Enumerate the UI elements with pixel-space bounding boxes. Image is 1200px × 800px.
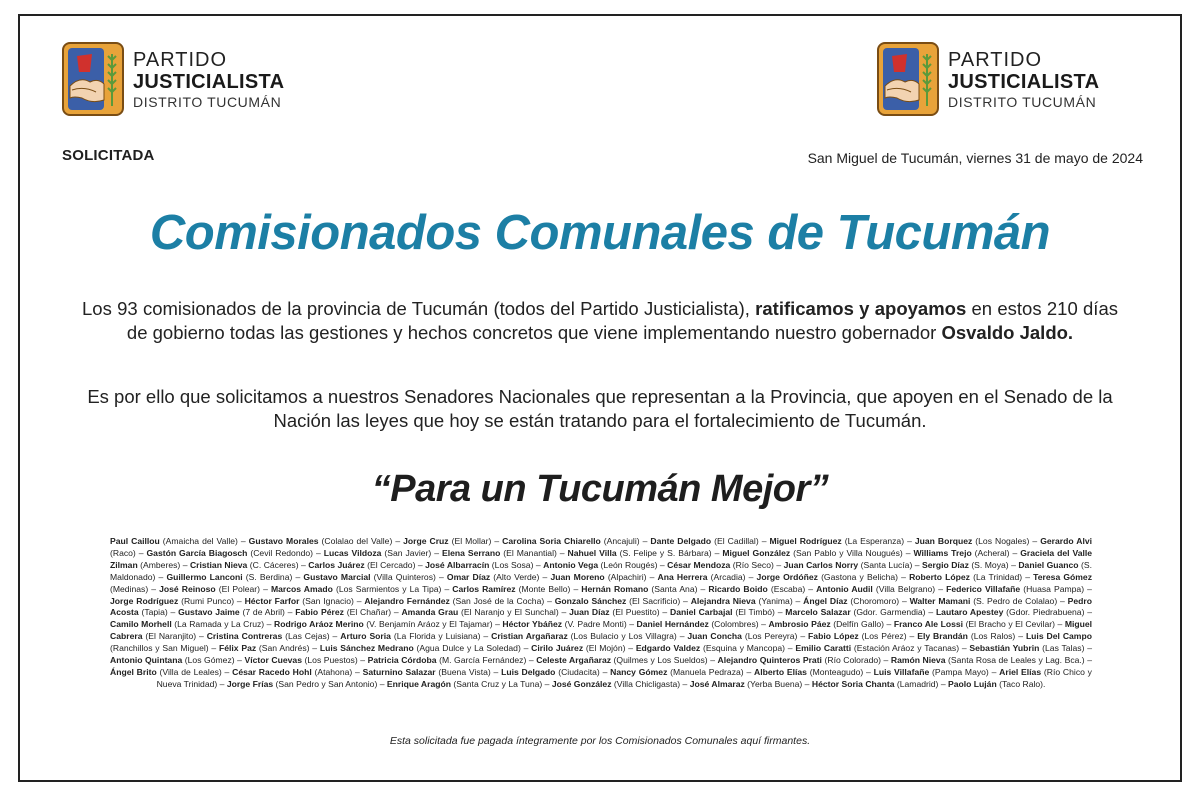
- signatory-place: (Los Pérez): [858, 631, 907, 642]
- signatory-name: Cirilo Juárez: [531, 643, 584, 654]
- signatory-place: (Gdor. Piedrabuena): [1003, 607, 1085, 618]
- signatory-name: Ana Herrera: [657, 571, 708, 582]
- signatory-place: (El Cadillal): [711, 536, 759, 546]
- signatory-name: José Almaraz: [689, 678, 745, 689]
- signatory-name: Daniel Guanco: [1018, 559, 1079, 570]
- signatory-place: (Medinas): [110, 583, 149, 594]
- signatory-item: [757, 572, 898, 582]
- signatory-name: Paul Caillou: [110, 536, 160, 546]
- signatory-name: Antonio Vega: [543, 559, 599, 570]
- signatory-item: [502, 536, 639, 546]
- signatory-name: Hernán Romano: [581, 583, 649, 594]
- signatory-item: [502, 619, 626, 629]
- signatory-name: Gustavo Marcial: [303, 571, 371, 582]
- signatory-item: [207, 631, 330, 641]
- signatory-item: [708, 584, 805, 594]
- signatory-name: Emilio Caratti: [795, 643, 852, 654]
- signatory-name: Ariel Elías: [999, 666, 1042, 677]
- signatory-place: (Villa de Leales): [156, 666, 222, 677]
- signatory-item: [364, 596, 544, 606]
- signatory-place: (Rumi Punco): [178, 595, 235, 606]
- signatory-place: (Alpachiri): [604, 571, 647, 582]
- signatory-name: Graciela del Valle Zilman: [110, 547, 1093, 570]
- signatory-name: José Albarracín: [425, 559, 490, 570]
- signatory-name: Teresa Gómez: [1033, 571, 1093, 582]
- signatory-item: [670, 607, 775, 617]
- signatory-place: (S. Berdina): [242, 571, 293, 582]
- signatory-place: (El Naranjito): [142, 631, 197, 642]
- signatory-name: Juan Concha: [687, 631, 742, 642]
- signatory-place: (Gastona y Belicha): [817, 571, 899, 582]
- signatory-place: (San Ignacio): [299, 595, 354, 606]
- signatory-place: (C. Cáceres): [247, 559, 299, 570]
- signatory-place: (V. Padre Monti): [562, 619, 627, 630]
- signatory-place: (El Bracho y El Cevilar): [963, 619, 1055, 630]
- signatory-place: (La Trinidad): [969, 571, 1023, 582]
- signatory-item: [110, 667, 222, 677]
- signatory-item: [936, 607, 1085, 617]
- signatory-place: (Los Bulacio y Los Villagra): [567, 631, 677, 642]
- page-title: Comisionados Comunales de Tucumán: [149, 206, 1051, 260]
- logo-line-partido: PARTIDO: [948, 48, 1043, 71]
- signatory-place: (Esquina y Mancopa): [700, 643, 785, 654]
- signatory-name: Gustavo Jaime: [178, 607, 240, 618]
- signatory-item: [909, 572, 1022, 582]
- signatory-item: [447, 572, 540, 582]
- signatory-name: Guillermo Lanconi: [166, 571, 243, 582]
- signatory-name: Juan Moreno: [550, 571, 605, 582]
- signatory-item: [271, 584, 441, 594]
- signatory-place: (S. Maldonado): [110, 559, 1092, 582]
- signatory-item: [425, 560, 533, 570]
- signatory-item: [770, 536, 905, 546]
- signatory-name: Amanda Grau: [401, 607, 459, 618]
- slogan: “Para un Tucumán Mejor”: [371, 468, 829, 510]
- signatory-name: Alejandro Fernández: [364, 595, 450, 606]
- signatory-place: (Ranchillos y San Miguel): [110, 643, 209, 654]
- signatory-name: Luis Villafañe: [873, 666, 930, 677]
- signatory-item: [917, 631, 1015, 641]
- logo-line-distrito: DISTRITO TUCUMÁN: [948, 93, 1097, 110]
- signatory-item: [166, 572, 292, 582]
- signatory-place: (Pampa Mayo): [929, 666, 989, 677]
- signatory-name: Dante Delgado: [650, 536, 712, 546]
- signatory-place: (Las Cejas): [282, 631, 330, 642]
- solicitada-label: SOLICITADA: [62, 147, 155, 164]
- signatory-item: [442, 548, 557, 558]
- signatory-name: Antonio Quintana: [110, 655, 183, 666]
- signatory-place: (Raco): [110, 547, 136, 558]
- signatory-name: Federico Villafañe: [946, 583, 1021, 594]
- footnote: Esta solicitada fue pagada íntegramente por los Comisionados Comunales aquí firmantes.: [389, 735, 811, 747]
- signatory-name: Elena Serrano: [441, 547, 501, 558]
- signatory-place: (Gdor. Garmendia): [850, 607, 926, 618]
- signatory-place: (Colombres): [708, 619, 759, 630]
- signatory-name: Héctor Ybáñez: [502, 619, 563, 630]
- signatory-item: [274, 619, 493, 629]
- party-logo-right: [877, 42, 1099, 116]
- signatory-item: [768, 619, 884, 629]
- signatory-place: (Yanima): [755, 595, 793, 606]
- signatory-place: (Alto Verde): [490, 571, 540, 582]
- signatory-item: [531, 643, 625, 653]
- signatory-name: Carlos Juárez: [308, 559, 365, 570]
- signatory-place: (S. Moya): [968, 559, 1009, 570]
- signatory-name: Jorge Frías: [226, 678, 274, 689]
- signatory-place: (Santa Rosa de Leales y Lag. Bca.): [945, 655, 1085, 666]
- signatory-item: [690, 679, 803, 689]
- signatory-place: (San Javier): [381, 547, 432, 558]
- signatory-name: Celeste Argañaraz: [536, 655, 612, 666]
- signatory-place: (Agua Dulce y La Soledad): [413, 643, 521, 654]
- signatory-place: (Monte Bello): [515, 583, 571, 594]
- signatory-name: Franco Ale Lossi: [893, 619, 964, 630]
- signatory-place: (Los Sosa): [489, 559, 534, 570]
- signatory-name: Daniel Hernández: [636, 619, 709, 630]
- signatory-name: Gonzalo Sánchez: [554, 595, 627, 606]
- signatory-item: [910, 596, 1058, 606]
- signatory-name: Juan Carlos Norry: [783, 559, 859, 570]
- signatory-name: Sebastián Yubrin: [969, 643, 1040, 654]
- signatory-item: [969, 643, 1084, 653]
- signatory-name: Omar Díaz: [446, 571, 491, 582]
- signatory-item: [658, 572, 746, 582]
- signatory-name: Cristian Nieva: [189, 559, 248, 570]
- signatory-place: (Santa Lucía): [858, 559, 913, 570]
- signatory-item: [650, 536, 758, 546]
- signatory-place: (S. Pedro de Colalao): [970, 595, 1058, 606]
- signatory-name: Carlos Ramírez: [452, 583, 516, 594]
- signatory-item: [303, 572, 435, 582]
- signatory-place: (Río Seco): [730, 559, 774, 570]
- signatory-name: Daniel Carbajal: [670, 607, 733, 618]
- signatory-name: Lautaro Apestey: [935, 607, 1004, 618]
- signatory-place: (Quilmes y Los Sueldos): [611, 655, 708, 666]
- signatory-item: [249, 536, 393, 546]
- signatory-item: [110, 619, 264, 629]
- signatory-name: Gastón García Biagosch: [146, 547, 248, 558]
- signatory-place: (Río Colorado): [821, 655, 882, 666]
- signatory-item: [178, 607, 285, 617]
- signatory-item: [550, 572, 646, 582]
- signatory-item: [812, 679, 939, 689]
- signatory-item: [536, 655, 707, 665]
- signatory-item: [543, 560, 657, 570]
- signatory-name: Fabio Pérez: [295, 607, 344, 618]
- signatory-place: (San José de la Cocha): [449, 595, 545, 606]
- signatory-name: Patricia Córdoba: [367, 655, 437, 666]
- signatory-name: Lucas Vildoza: [323, 547, 382, 558]
- signatory-place: (La Florida y Luisiana): [390, 631, 481, 642]
- party-logo-left: [62, 42, 284, 116]
- signatory-item: [691, 596, 793, 606]
- signatory-item: [915, 536, 1030, 546]
- signatory-name: Alejandro Quinteros Prati: [717, 655, 822, 666]
- signatory-place: (El Mollar): [448, 536, 492, 546]
- signatory-name: Ángel Díaz: [803, 595, 848, 606]
- signatory-item: [816, 584, 935, 594]
- signatory-place: (Ancajuli): [600, 536, 640, 546]
- signatory-item: [159, 584, 260, 594]
- signatory-item: [245, 596, 354, 606]
- signatory-item: [795, 643, 959, 653]
- paragraph-support-bold-2: Osvaldo Jaldo.: [941, 322, 1074, 343]
- signatory-place: (Los Nogales): [972, 536, 1030, 546]
- signatory-place: (El Chañar): [343, 607, 392, 618]
- signatory-item: [687, 631, 797, 641]
- signatory-item: [581, 584, 697, 594]
- signatory-place: (Ciudacita): [555, 666, 600, 677]
- signatory-item: [946, 584, 1084, 594]
- signatory-item: [803, 596, 899, 606]
- signatory-place: (La Ramada y La Cruz): [171, 619, 265, 630]
- signatory-item: [110, 655, 235, 665]
- signatory-name: Alejandra Nieva: [690, 595, 756, 606]
- signatory-name: Arturo Soria: [340, 631, 391, 642]
- pj-emblem-icon: [62, 42, 124, 116]
- signatory-place: (Estación Aráoz y Tacanas): [851, 643, 960, 654]
- signatory-place: (Los Sarmientos y La Tipa): [332, 583, 442, 594]
- signatory-name: Roberto López: [909, 571, 970, 582]
- signatory-place: (Manuela Pedraza): [667, 666, 744, 677]
- signatory-item: [368, 655, 527, 665]
- signatory-item: [667, 560, 774, 570]
- signatory-name: Miguel Cabrera: [110, 619, 1093, 642]
- signatory-name: Carolina Soria Chiarello: [502, 536, 601, 546]
- signatory-place: (Lamadrid): [894, 678, 939, 689]
- signatory-place: (Yerba Buena): [744, 678, 803, 689]
- signatory-name: Jorge Cruz: [403, 536, 449, 546]
- signatory-place: (El Cercado): [364, 559, 416, 570]
- signatory-item: [363, 667, 491, 677]
- signatory-place: (Monteagudo): [806, 666, 864, 677]
- signatory-place: (Río Chico y Nueva Trinidad): [156, 666, 1092, 689]
- signatory-place: (Las Talas): [1039, 643, 1085, 654]
- signatory-item: [403, 536, 491, 546]
- signatory-name: Héctor Soria Chanta: [811, 678, 895, 689]
- signatory-place: (Villa Chicligasta): [611, 678, 681, 689]
- signatory-name: Sergio Díaz: [922, 559, 969, 570]
- signatory-name: Ramón Nieva: [890, 655, 946, 666]
- signatory-place: (El Manantial): [500, 547, 557, 558]
- signatory-name: Juan Díaz: [569, 607, 610, 618]
- paragraph-support-bold-1: ratificamos y apoyamos: [755, 298, 967, 319]
- signatory-place: (Santa Cruz y La Tuna): [451, 678, 543, 689]
- signatory-item: [722, 548, 902, 558]
- signatory-item: [785, 607, 925, 617]
- signatory-name: Juan Borquez: [914, 536, 973, 546]
- paragraph-support-text-1: Los 93 comisionados de la provincia de Tucumán (todos del Partido Justicialista),: [82, 298, 756, 319]
- signatory-item: [110, 596, 234, 606]
- signatory-name: Ely Brandán: [917, 631, 968, 642]
- signatory-place: (Los Gómez): [182, 655, 235, 666]
- signatory-item: [232, 667, 352, 677]
- logo-line-justicialista: JUSTICIALISTA: [133, 70, 285, 93]
- signatory-name: Ricardo Boido: [708, 583, 768, 594]
- signatory-place: (Choromoro): [847, 595, 900, 606]
- signatory-item: [891, 655, 1085, 665]
- signatory-name: Félix Paz: [218, 643, 257, 654]
- logo-line-justicialista: JUSTICIALISTA: [948, 70, 1100, 93]
- signatory-item: [110, 536, 238, 546]
- signatory-place: (Tapia): [138, 607, 168, 618]
- signatory-name: Cristian Argañaraz: [491, 631, 568, 642]
- signatory-item: [491, 631, 677, 641]
- signatory-place: (San Pablo y Villa Nougués): [790, 547, 903, 558]
- signatory-item: [295, 607, 391, 617]
- paragraph-support-text-2: en estos 210 días de gobierno todas las gestiones y hechos concretos que viene implementando nuestro gobernador: [126, 298, 1118, 343]
- logo-line-partido: PARTIDO: [133, 48, 228, 71]
- signatory-item: [308, 560, 415, 570]
- logo-line-distrito: DISTRITO TUCUMÁN: [133, 93, 282, 110]
- signatory-name: Gustavo Morales: [248, 536, 319, 546]
- signatory-name: Antonio Audil: [816, 583, 873, 594]
- signatory-item: [219, 643, 310, 653]
- signatory-item: [808, 631, 907, 641]
- signatory-item: [387, 679, 542, 689]
- signatory-name: César Racedo Hohl: [232, 666, 312, 677]
- signatory-name: Walter Mamani: [909, 595, 971, 606]
- signatory-name: Saturnino Salazar: [362, 666, 436, 677]
- signatory-name: Edgardo Valdez: [635, 643, 701, 654]
- signatory-name: José Reinoso: [159, 583, 216, 594]
- signatory-place: (Amberes): [137, 559, 181, 570]
- signatory-item: [569, 607, 660, 617]
- signatory-item: [754, 667, 863, 677]
- paragraph-request: Es por ello que solicitamos a nuestros Senadores Nacionales que representan a la Provincia, que apoyen en el Senado de la Nación las leyes que hoy se están tratando para el fortalecimiento de Tucumán.: [87, 386, 1113, 431]
- signatory-place: (El Polear): [215, 583, 261, 594]
- signatory-item: [320, 643, 521, 653]
- signatory-place: (M. García Fernández): [436, 655, 527, 666]
- signatory-name: Nahuel Villa: [567, 547, 617, 558]
- signatory-item: [913, 548, 1009, 558]
- signatory-item: [637, 619, 759, 629]
- signatory-name: Cristina Contreras: [206, 631, 283, 642]
- signatory-name: Enrique Aragón: [386, 678, 452, 689]
- signatory-place: (Los Puestos): [301, 655, 358, 666]
- signatory-place: (León Rougés): [598, 559, 658, 570]
- signatory-item: [146, 548, 313, 558]
- signatory-name: Héctor Farfor: [244, 595, 300, 606]
- signatory-name: Williams Trejo: [913, 547, 972, 558]
- signatory-place: (San Andrés): [256, 643, 310, 654]
- signatory-name: Miguel Rodríguez: [769, 536, 842, 546]
- signatory-name: Jorge Rodríguez: [110, 595, 179, 606]
- signatory-name: Víctor Cuevas: [244, 655, 302, 666]
- signatory-item: [610, 667, 744, 677]
- signatory-place: (V. Benjamín Aráoz y El Tajamar): [363, 619, 493, 630]
- signatory-item: [401, 607, 558, 617]
- signatory-item: [874, 667, 989, 677]
- signatory-item: [922, 560, 1009, 570]
- signatory-name: Luis Delgado: [501, 666, 556, 677]
- signatory-name: Fabio López: [808, 631, 859, 642]
- signatory-place: (Arcadia): [707, 571, 746, 582]
- signatory-place: (El Naranjo y El Sunchal): [458, 607, 559, 618]
- signatory-place: (Santa Ana): [648, 583, 698, 594]
- signatory-place: (La Esperanza): [841, 536, 905, 546]
- signatory-place: (Cevil Redondo): [247, 547, 314, 558]
- signatory-name: Ángel Brito: [110, 666, 157, 677]
- signatory-place: (S. Felipe y S. Bárbara): [616, 547, 712, 558]
- signatory-name: Ambrosio Páez: [768, 619, 831, 630]
- signatory-name: Pedro Acosta: [110, 595, 1093, 618]
- signatory-name: Miguel González: [722, 547, 791, 558]
- signatory-item: [784, 560, 913, 570]
- signatory-place: (Villa Belgrano): [872, 583, 936, 594]
- signatory-place: (Los Ralos): [967, 631, 1016, 642]
- signatory-place: (Colalao del Valle): [318, 536, 393, 546]
- signatory-name: Luis Del Campo: [1025, 631, 1092, 642]
- paragraph-support: [82, 297, 1118, 345]
- signatory-name: Marcelo Salazar: [785, 607, 851, 618]
- signatory-item: [552, 679, 680, 689]
- signatory-name: José González: [551, 678, 612, 689]
- signatory-name: Marcos Amado: [270, 583, 333, 594]
- signatory-name: César Mendoza: [667, 559, 731, 570]
- signatory-item: [636, 643, 785, 653]
- signatory-place: (Acheral): [971, 547, 1010, 558]
- signatory-place: (Buena Vista): [435, 666, 491, 677]
- signatory-name: Camilo Morhell: [110, 619, 172, 630]
- signatory-name: Alberto Elías: [754, 666, 807, 677]
- signatory-name: Nancy Gómez: [610, 666, 668, 677]
- signatory-place: (Amaicha del Valle): [159, 536, 238, 546]
- signatory-item: [718, 655, 881, 665]
- signatory-item: [227, 679, 378, 689]
- signatories-list: Paul Caillou (Amaicha del Valle) – Gustavo Morales (Colalao del Valle) – Jorge Cruz (El Mollar) – Carolina Soria Chiarello (Ancajuli) – Dante Delgado (El Cadillal) – Miguel Rodríguez (La Esperanza) – Juan Borquez (Los Nogales) – Gerardo Alvi (Raco) – Gastón García Biagosch (Cevil Redondo) – Lucas Vildoza (San Javier) – Elena Serrano (El Manantial) – Nahuel Villa (S. Felipe y S. Bárbara) – Miguel González (San Pablo y Villa Nougués) – Williams Trejo (Acheral) – Graciela del Valle Zilman (Amberes) – Cristian Nieva (C. Cáceres) – Carlos Juárez (El Cercado) – José Albarracín (Los Sosa) – Antonio Vega (León Rougés) – César Mendoza (Río Seco) – Juan Carlos Norry (Santa Lucía) – Sergio Díaz (S. Moya) – Daniel Guanco (S. Maldonado) – Guillermo Lanconi (S. Berdina) – Gustavo Marcial (Villa Quinteros) – Omar Díaz (Alto Verde) – Juan Moreno (Alpachiri) – Ana Herrera (Arcadia) – Jorge Ordóñez (Gastona y Belicha) – Roberto López (La Trinidad) – Teresa Gómez (Medinas) – José Reinoso (El Polear) – Marcos Amado (Los Sarmientos y La Tipa) – Carlos Ramírez (Monte Bello) – Hernán Romano (Santa Ana) – Ricardo Boido (Escaba) – Antonio Audil (Villa Belgrano) – Federico Villafañe (Huasa Pampa) – Jorge Rodríguez (Rumi Punco) – Héctor Farfor (San Ignacio) – Alejandro Fernández (San José de la Cocha) – Gonzalo Sánchez (El Sacrificio) – Alejandra Nieva (Yanima) – Ángel Díaz (Choromoro) – Walter Mamani (S. Pedro de Colalao) – Pedro Acosta (Tapia) – Gustavo Jaime (7 de Abril) – Fabio Pérez (El Chañar) – Amanda Grau (El Naranjo y El Sunchal) – Juan Díaz (El Puestito) – Daniel Carbajal (El Timbó) – Marcelo Salazar (Gdor. Garmendia) – Lautaro Apestey (Gdor. Piedrabuena) – Camilo Morhell (La Ramada y La Cruz) – Rodrigo Aráoz Merino (V. Benjamín Aráoz y El Tajamar) – Héctor Ybáñez (V. Padre Monti) – Daniel Hernández (Colombres) – Ambrosio Páez (Delfín Gallo) – Franco Ale Lossi (El Bracho y El Cevilar) – Miguel Cabrera (El Naranjito) – Cristina Contreras (Las Cejas) – Arturo Soria (La Florida y Luisiana) – Cristian Argañaraz (Los Bulacio y Los Villagra) – Juan Concha (Los Pereyra) – Fabio López (Los Pérez) – Ely Brandán (Los Ralos) – Luis Del Campo (Ranchillos y San Miguel) – Félix Paz (San Andrés) – Luis Sánchez Medrano (Agua Dulce y La Soledad) – Cirilo Juárez (El Mojón) – Edgardo Valdez (Esquina y Mancopa) – Emilio Caratti (Estación Aráoz y Tacanas) – Sebastián Yubrin (Las Talas) – Antonio Quintana (Los Gómez) – Víctor Cuevas (Los Puestos) – Patricia Córdoba (M. García Fernández) – Celeste Argañaraz (Quilmes y Los Sueldos) – Alejandro Quinteros Prati (Río Colorado) – Ramón Nieva (Santa Rosa de Leales y Lag. Bca.) – Ángel Brito (Villa de Leales) – César Racedo Hohl (Atahona) – Saturnino Salazar (Buena Vista) – Luis Delgado (Ciudacita) – Nancy Gómez (Manuela Pedraza) – Alberto Elías (Monteagudo) – Luis Villafañe (Pampa Mayo) – Ariel Elías (Río Chico y Nueva Trinidad) – Jorge Frías (San Pedro y San Antonio) – Enrique Aragón (Santa Cruz y La Tuna) – José González (Villa Chicligasta) – José Almaraz (Yerba Buena) – Héctor Soria Chanta (Lamadrid) – Paolo Luján (Taco Ralo).: [110, 536, 1093, 689]
- signatory-place: (7 de Abril): [239, 607, 285, 618]
- signatory-item: [452, 584, 570, 594]
- signatory-item: [894, 619, 1055, 629]
- signatory-place: (Delfín Gallo): [830, 619, 884, 630]
- signatory-place: (El Sacrificio): [626, 595, 681, 606]
- date-line: San Miguel de Tucumán, viernes 31 de mayo de 2024: [807, 150, 1143, 166]
- signatory-item: [324, 548, 432, 558]
- signatory-place: (San Pedro y San Antonio): [273, 678, 378, 689]
- signatory-item: [501, 667, 600, 677]
- signatory-item: [568, 548, 712, 558]
- signatory-name: Luis Sánchez Medrano: [319, 643, 414, 654]
- pj-emblem-icon: [877, 42, 939, 116]
- signatory-place: (Atahona): [311, 666, 353, 677]
- signatory-place: (Taco Ralo): [996, 678, 1044, 689]
- signatory-place: (Escaba): [767, 583, 806, 594]
- signatory-name: Rodrigo Aráoz Merino: [274, 619, 364, 630]
- signatory-name: Paolo Luján: [948, 678, 997, 689]
- signatory-place: (El Timbó): [732, 607, 775, 618]
- signatory-item: [340, 631, 480, 641]
- signatory-name: Jorge Ordóñez: [756, 571, 818, 582]
- signatory-place: (El Puestito): [609, 607, 660, 618]
- signatory-name: Gerardo Alvi: [1040, 536, 1093, 546]
- signatory-place: (Villa Quinteros): [370, 571, 436, 582]
- signatory-place: (Huasa Pampa): [1020, 583, 1085, 594]
- signatory-item: [948, 679, 1043, 689]
- signatory-item: [555, 596, 681, 606]
- signatory-item: [245, 655, 358, 665]
- signatory-item: [190, 560, 299, 570]
- signatory-place: (Los Pereyra): [741, 631, 798, 642]
- signatory-place: (El Mojón): [583, 643, 626, 654]
